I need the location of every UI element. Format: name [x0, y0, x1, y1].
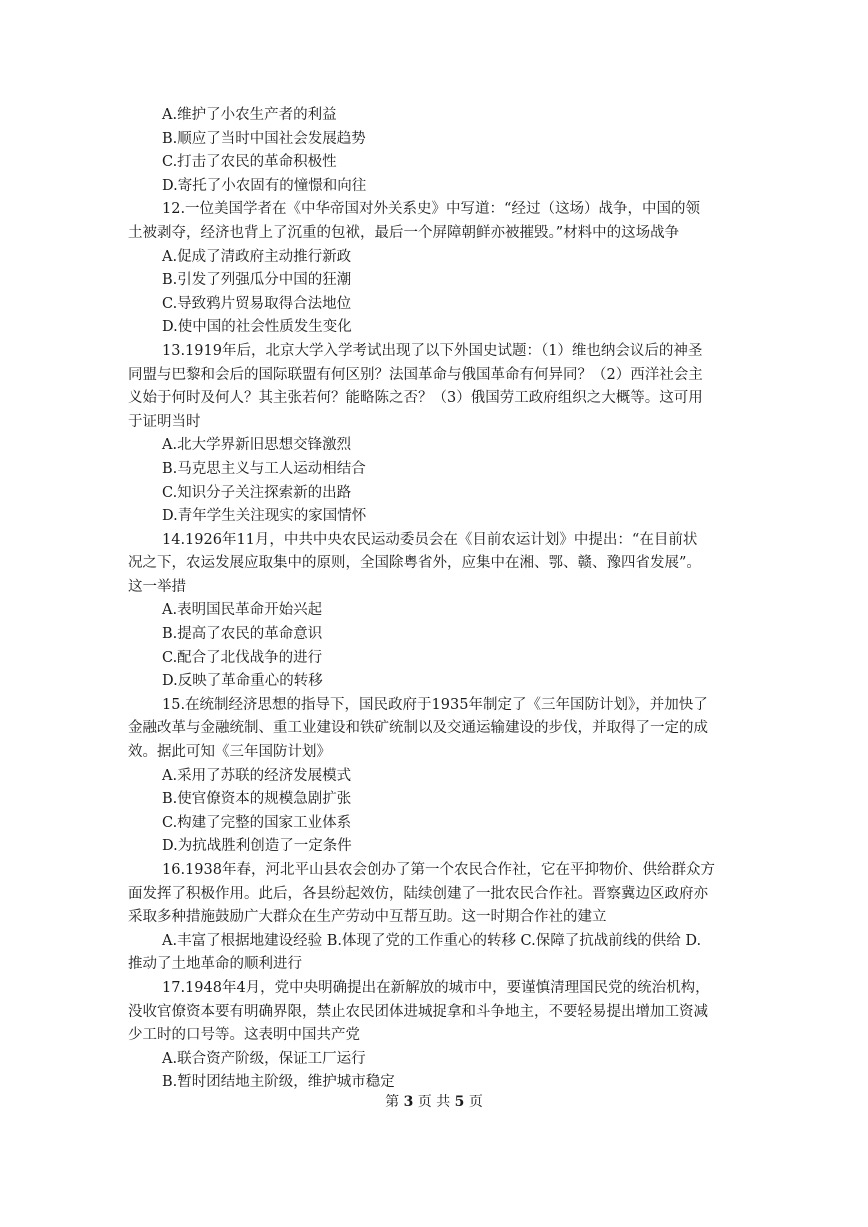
option-a: A.北大学界新旧思想交锋激烈 — [162, 437, 352, 454]
option-a: A.促成了清政府主动推行新政 — [162, 248, 352, 265]
question-text: 没收官僚资本要有明确界限，禁止农民团体进城捉拿和斗争地主，不要轻易提出增加工资减 — [128, 1003, 708, 1020]
question-13 — [128, 340, 746, 529]
option-c: C.构建了完整的国家工业体系 — [162, 814, 352, 831]
option-b: B.顺应了当时中国社会发展趋势 — [162, 130, 366, 147]
option-c: C.配合了北伐战争的进行 — [162, 649, 323, 666]
option-b: B.暂时团结地主阶级，维护城市稳定 — [162, 1074, 395, 1091]
question-text: 少工时的口号等。这表明中国共产党 — [128, 1027, 360, 1044]
question-text: 面发挥了积极作用。此后，各县纷起效仿，陆续创建了一批农民合作社。晋察冀边区政府亦 — [128, 885, 708, 902]
question-text: 义始于何时及何人？其主张若何？能略陈之否？（3）俄国劳工政府组织之大概等。这可用 — [128, 390, 703, 407]
option-d: D.青年学生关注现实的家国情怀 — [162, 508, 367, 525]
page-footer — [0, 1092, 868, 1112]
question-text: 效。据此可知《三年国防计划》 — [128, 744, 331, 761]
question-text: 15.在统制经济思想的指导下，国民政府于1935年制定了《三年国防计划》，并加快了 — [162, 696, 708, 713]
option-d-continued: 推动了土地革命的顺利进行 — [128, 956, 302, 973]
option-a: A.采用了苏联的经济发展模式 — [162, 767, 352, 784]
question-text: 同盟与巴黎和会后的国际联盟有何区别？法国革命与俄国革命有何异同？（2）西洋社会主 — [128, 366, 703, 383]
question-text: 13.1919年后，北京大学入学考试出现了以下外国史试题：（1）维也纳会议后的神圣 — [162, 342, 703, 359]
question-text: 金融改革与金融统制、重工业建设和铁矿统制以及交通运输建设的步伐，并取得了一定的成 — [128, 720, 708, 737]
question-text: 采取多种措施鼓励广大群众在生产劳动中互帮互助。这一时期合作社的建立 — [128, 909, 607, 926]
question-text: 12.一位美国学者在《中华帝国对外关系史》中写道：“经过（这场）战争，中国的领 — [162, 201, 700, 218]
option-c: C.打击了农民的革命积极性 — [162, 154, 337, 171]
question-12 — [128, 198, 746, 340]
option-d: D.使中国的社会性质发生变化 — [162, 319, 352, 336]
option-c: C.导致鸦片贸易取得合法地位 — [162, 295, 352, 312]
option-a: A.联合资产阶级，保证工厂运行 — [162, 1050, 366, 1067]
question-text: 17.1948年4月，党中央明确提出在新解放的城市中，要谨慎清理国民党的统治机构， — [162, 979, 710, 996]
option-b: B.马克思主义与工人运动相结合 — [162, 460, 366, 477]
question-17 — [128, 977, 746, 1095]
option-c: C.知识分子关注探索新的出路 — [162, 484, 352, 501]
question-11-options — [128, 104, 746, 198]
option-a: A.维护了小农生产者的利益 — [162, 107, 337, 123]
question-text: 14.1926年11月，中共中央农民运动委员会在《目前农运计划》中提出：“在目前状 — [162, 531, 698, 548]
question-14 — [128, 529, 746, 694]
option-b: B.引发了列强瓜分中国的狂潮 — [162, 272, 352, 289]
question-text: 16.1938年春，河北平山县农会创办了第一个农民合作社，它在平抑物价、供给群众方 — [162, 862, 715, 878]
question-15 — [128, 694, 746, 859]
inline-options: A.丰富了根据地建设经验 B.体现了党的工作重心的转移 C.保障了抗战前线的供给 D. — [162, 932, 702, 949]
question-16 — [128, 859, 746, 977]
question-text: 这一举措 — [128, 578, 186, 595]
current-page-number: 3 — [403, 1094, 414, 1110]
question-text: 土被剥夺，经济也背上了沉重的包袱，最后一个屏障朝鲜亦被摧毁。”材料中的这场战争 — [128, 224, 680, 241]
option-d: D.寄托了小农固有的憧憬和向往 — [162, 177, 367, 194]
question-text: 于证明当时 — [128, 413, 201, 430]
page-content — [128, 104, 746, 1095]
total-page-number: 5 — [454, 1094, 465, 1110]
option-b: B.使官僚资本的规模急剧扩张 — [162, 791, 352, 808]
question-text: 况之下，农运发展应取集中的原则，全国除粤省外，应集中在湘、鄂、赣、豫四省发展”。 — [128, 555, 701, 572]
option-b: B.提高了农民的革命意识 — [162, 626, 323, 643]
option-a: A.表明国民革命开始兴起 — [162, 602, 323, 619]
footer-prefix: 第 — [385, 1094, 400, 1110]
option-d: D.反映了革命重心的转移 — [162, 673, 323, 690]
footer-middle: 页 共 — [417, 1094, 451, 1110]
footer-suffix: 页 — [468, 1094, 483, 1110]
option-d: D.为抗战胜利创造了一定条件 — [162, 838, 352, 855]
